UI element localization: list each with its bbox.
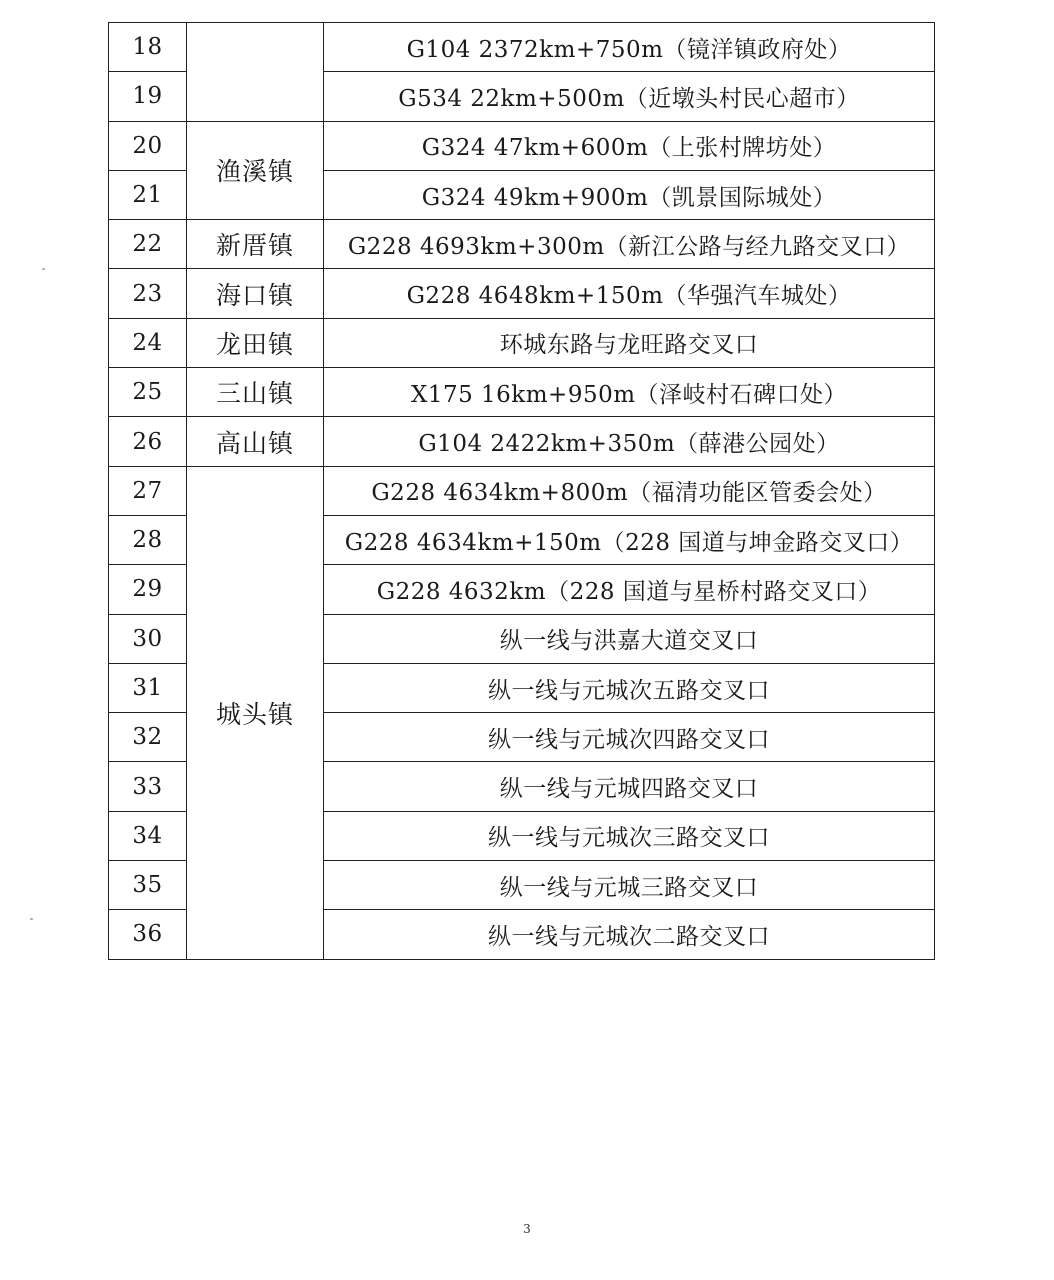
location-cell: 纵一线与洪嘉大道交叉口 (324, 614, 935, 663)
row-number: 28 (109, 515, 187, 564)
row-number: 22 (109, 220, 187, 269)
row-number: 32 (109, 713, 187, 762)
town-cell: 海口镇 (187, 269, 324, 318)
location-cell: G228 4634km+150m（228 国道与坤金路交叉口） (324, 515, 935, 564)
town-cell: 三山镇 (187, 368, 324, 417)
row-number: 31 (109, 663, 187, 712)
location-cell: 纵一线与元城次四路交叉口 (324, 713, 935, 762)
location-cell: G228 4693km+300m（新江公路与经九路交叉口） (324, 220, 935, 269)
table-row (109, 220, 935, 269)
table-row (109, 23, 935, 72)
checkpoint-table (108, 22, 935, 960)
location-cell: G104 2422km+350m（薛港公园处） (324, 417, 935, 466)
table-row (109, 368, 935, 417)
table-row (109, 318, 935, 367)
row-number: 36 (109, 910, 187, 959)
row-number: 19 (109, 72, 187, 121)
row-number: 23 (109, 269, 187, 318)
row-number: 18 (109, 23, 187, 72)
row-number: 35 (109, 861, 187, 910)
row-number: 34 (109, 811, 187, 860)
town-cell: 渔溪镇 (187, 121, 324, 220)
location-cell: G228 4648km+150m（华强汽车城处） (324, 269, 935, 318)
location-cell: 纵一线与元城三路交叉口 (324, 861, 935, 910)
row-number: 27 (109, 466, 187, 515)
row-number: 30 (109, 614, 187, 663)
row-number: 26 (109, 417, 187, 466)
location-cell: G228 4632km（228 国道与星桥村路交叉口） (324, 565, 935, 614)
row-number: 20 (109, 121, 187, 170)
location-cell: 纵一线与元城次三路交叉口 (324, 811, 935, 860)
row-number: 21 (109, 170, 187, 219)
town-cell: 新厝镇 (187, 220, 324, 269)
location-cell: G534 22km+500m（近墩头村民心超市） (324, 72, 935, 121)
table-row (109, 417, 935, 466)
town-cell: 高山镇 (187, 417, 324, 466)
location-cell: 纵一线与元城次五路交叉口 (324, 663, 935, 712)
row-number: 29 (109, 565, 187, 614)
location-cell: G228 4634km+800m（福清功能区管委会处） (324, 466, 935, 515)
location-cell: 环城东路与龙旺路交叉口 (324, 318, 935, 367)
page-number: 3 (523, 1222, 531, 1236)
location-cell: 纵一线与元城四路交叉口 (324, 762, 935, 811)
location-cell: G324 47km+600m（上张村牌坊处） (324, 121, 935, 170)
scan-speck (30, 918, 33, 920)
location-cell: X175 16km+950m（泽岐村石碑口处） (324, 368, 935, 417)
table-row (109, 466, 935, 515)
scan-speck (42, 268, 45, 270)
table-row (109, 121, 935, 170)
location-cell: G104 2372km+750m（镜洋镇政府处） (324, 23, 935, 72)
row-number: 24 (109, 318, 187, 367)
location-cell: G324 49km+900m（凯景国际城处） (324, 170, 935, 219)
town-cell: 龙田镇 (187, 318, 324, 367)
location-cell: 纵一线与元城次二路交叉口 (324, 910, 935, 959)
row-number: 25 (109, 368, 187, 417)
row-number: 33 (109, 762, 187, 811)
table-row (109, 269, 935, 318)
town-cell (187, 23, 324, 122)
town-cell: 城头镇 (187, 466, 324, 959)
